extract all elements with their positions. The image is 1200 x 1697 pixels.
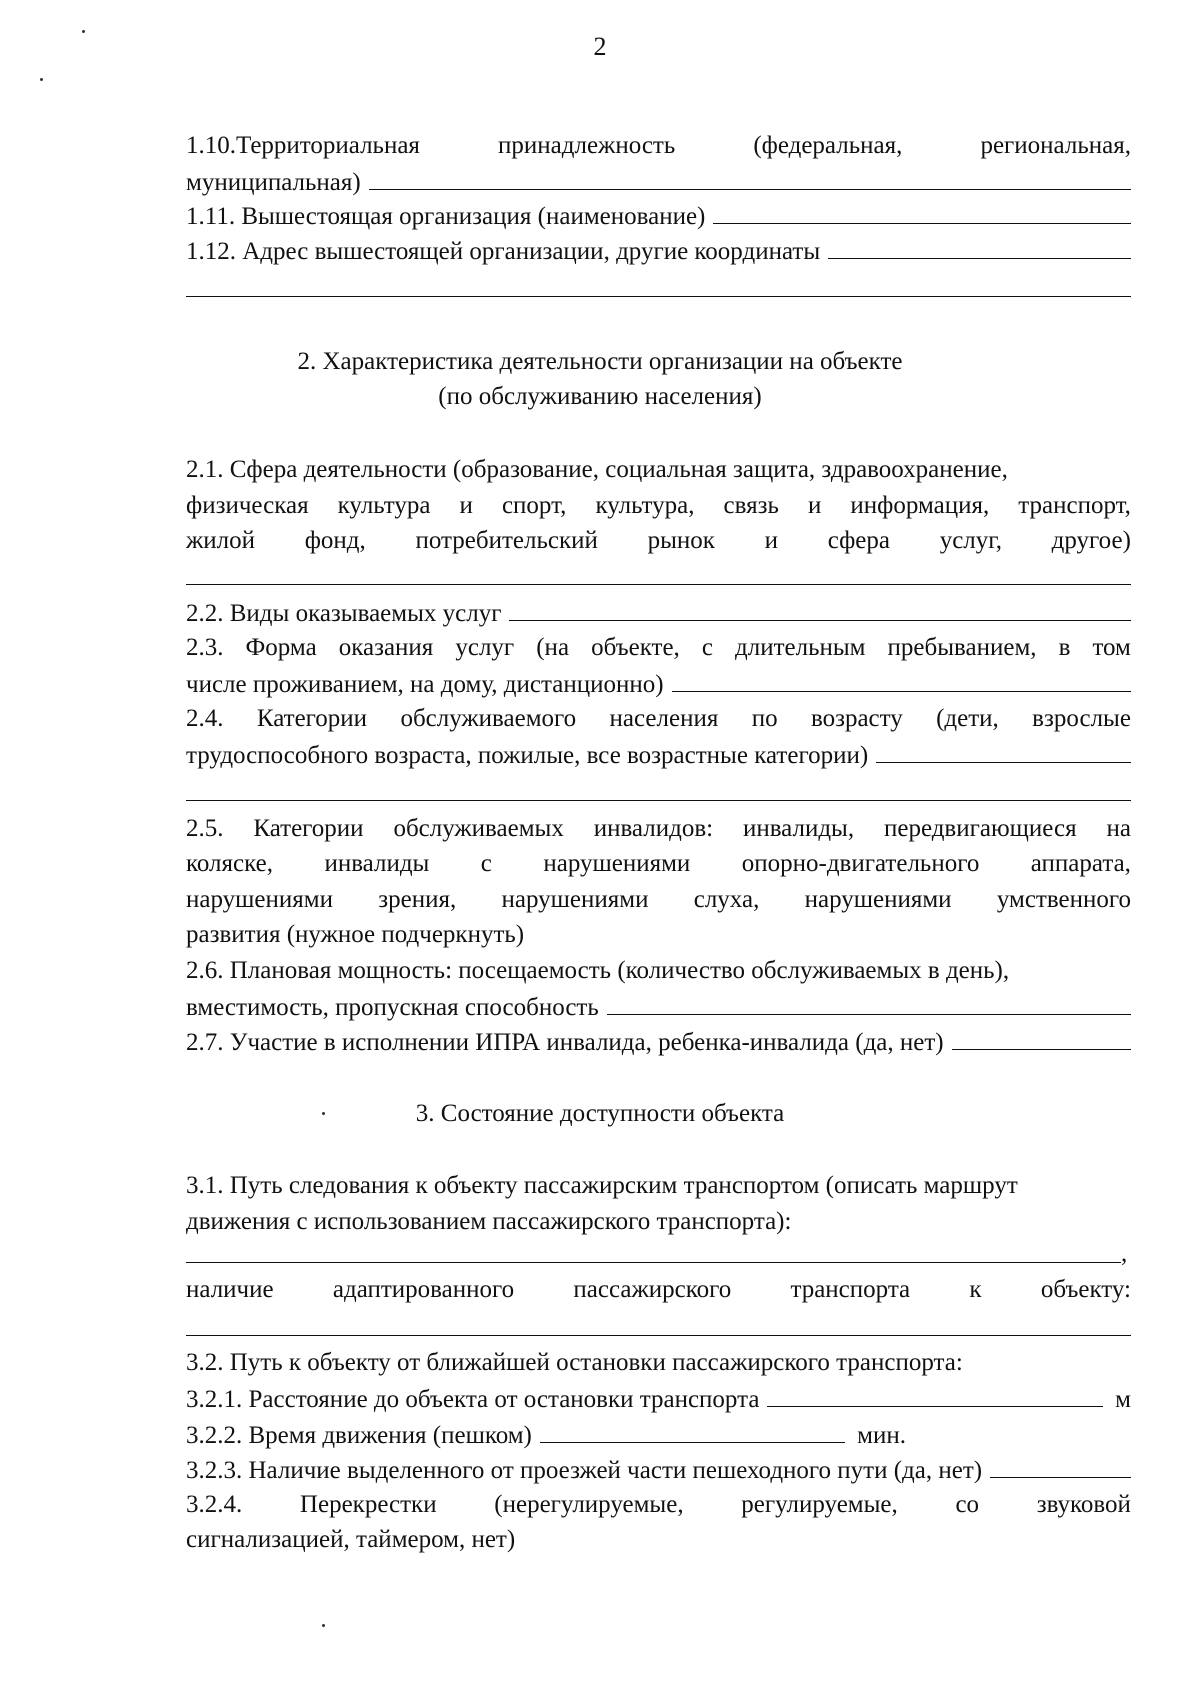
- word: взрослые: [1032, 705, 1131, 732]
- word: сфера: [827, 527, 890, 554]
- item-3-1-line-3: [186, 1272, 1131, 1308]
- word: и: [764, 527, 778, 554]
- word: (на: [536, 634, 570, 661]
- word: адаптированного: [332, 1276, 515, 1303]
- word: (нерегулируемые,: [494, 1491, 684, 1518]
- word: фонд,: [304, 527, 366, 554]
- word: с: [480, 850, 492, 877]
- item-2-2: [186, 594, 1131, 630]
- word: инвалидов:: [593, 815, 714, 842]
- item-1-10-text: муниципальная): [186, 169, 361, 196]
- services-field[interactable]: [509, 594, 1131, 621]
- item-3-2-3-text: 3.2.3. Наличие выделенного от проезжей части пешеходного пути (да, нет): [186, 1457, 983, 1484]
- word: связь: [723, 492, 779, 519]
- word: пребыванием,: [887, 634, 1037, 661]
- word: возрасту: [810, 705, 903, 732]
- word: к: [969, 1276, 982, 1303]
- item-2-4-line-1: [186, 701, 1131, 737]
- route-comma: ,: [1121, 1240, 1128, 1267]
- item-1-10-line-2: [186, 163, 1131, 199]
- word: транспорта: [790, 1276, 911, 1303]
- word: том: [1092, 634, 1131, 661]
- word: потребительский: [415, 527, 598, 554]
- item-3-2-2: [186, 1416, 906, 1452]
- service-form-field[interactable]: [672, 665, 1131, 692]
- adapted-transport-field[interactable]: [186, 1335, 1131, 1336]
- item-2-1-line-3: [186, 523, 1131, 559]
- item-1-11: [186, 197, 1131, 233]
- item-3-2-1: [186, 1380, 1131, 1416]
- word: 3.2.4.: [186, 1491, 243, 1518]
- item-1-12-text: 1.12. Адрес вышестоящей организации, другие координаты: [186, 238, 821, 265]
- word: 2.3.: [186, 634, 224, 661]
- item-1-10-line-1: [186, 128, 1131, 164]
- word: услуг,: [939, 527, 1002, 554]
- item-2-3-text: числе проживанием, на дому, дистанционно): [186, 671, 664, 698]
- item-3-2-2-text: 3.2.2. Время движения (пешком): [186, 1422, 532, 1449]
- word: слуха,: [693, 886, 760, 913]
- word: пассажирского: [573, 1276, 732, 1303]
- word: региональная,: [980, 132, 1131, 159]
- word: жилой: [186, 527, 256, 554]
- word: Форма: [245, 634, 317, 661]
- word: 2.4.: [186, 705, 224, 732]
- item-3-2-1-text: 3.2.1. Расстояние до объекта от остановки транспорта: [186, 1386, 760, 1413]
- word: (дети,: [936, 705, 999, 732]
- word: Категории: [253, 815, 364, 842]
- item-2-2-text: 2.2. Виды оказываемых услуг: [186, 600, 502, 627]
- word: Перекрестки: [299, 1491, 437, 1518]
- item-2-4-text: трудоспособного возраста, пожилые, все возрастные категории): [186, 742, 869, 769]
- word: 2.5.: [186, 815, 224, 842]
- word: инвалиды,: [742, 815, 855, 842]
- item-2-6-line-2: [186, 988, 1131, 1024]
- item-2-1-line-2: [186, 488, 1131, 524]
- item-1-12: [186, 232, 1131, 268]
- word: длительным: [735, 634, 866, 661]
- section-3-title: 3. Состояние доступности объекта: [415, 1100, 785, 1127]
- word: передвигающиеся: [883, 815, 1077, 842]
- word: и: [459, 492, 473, 519]
- pedestrian-path-field[interactable]: [990, 1451, 1131, 1478]
- page-number: 2: [593, 32, 607, 61]
- item-2-5-line-4: развития (нужное подчеркнуть): [186, 921, 525, 948]
- item-1-11-text: 1.11. Вышестоящая организация (наименование): [186, 203, 706, 230]
- distance-unit: м: [1115, 1386, 1131, 1413]
- word: коляске,: [186, 850, 273, 877]
- word: спорт,: [501, 492, 567, 519]
- superior-address-field[interactable]: [828, 232, 1131, 259]
- word: 1.10.Территориальная: [186, 132, 420, 159]
- word: на: [1106, 815, 1131, 842]
- item-2-7-text: 2.7. Участие в исполнении ИПРА инвалида, ребенка-инвалида (да, нет): [186, 1029, 944, 1056]
- walk-time-field[interactable]: [540, 1416, 845, 1443]
- word: другое): [1051, 527, 1131, 554]
- word: информация,: [850, 492, 990, 519]
- item-2-1-line-1: 2.1. Сфера деятельности (образование, социальная защита, здравоохранение,: [186, 456, 1008, 483]
- section-2-title: 2. Характеристика деятельности организации на объекте: [297, 348, 903, 375]
- word: обслуживаемого: [400, 705, 577, 732]
- word: нарушениями: [501, 886, 649, 913]
- item-3-2: 3.2. Путь к объекту от ближайшей остановки пассажирского транспорта:: [186, 1349, 963, 1376]
- item-3-1-line-1: 3.1. Путь следования к объекту пассажирским транспортом (описать маршрут: [186, 1172, 1018, 1199]
- item-3-2-4-line-1: [186, 1487, 1131, 1523]
- word: нарушениями: [804, 886, 952, 913]
- route-field[interactable]: [186, 1262, 1121, 1263]
- word: оказания: [338, 634, 434, 661]
- item-2-5-line-2: [186, 846, 1131, 882]
- word: с: [701, 634, 713, 661]
- age-category-field-line-2[interactable]: [186, 800, 1131, 801]
- word: Категории: [256, 705, 368, 732]
- word: (федеральная,: [753, 132, 903, 159]
- word: со: [955, 1491, 980, 1518]
- word: рынок: [647, 527, 715, 554]
- word: регулируемые,: [741, 1491, 898, 1518]
- activity-sphere-field[interactable]: [186, 584, 1131, 585]
- word: наличие: [186, 1276, 274, 1303]
- superior-org-field[interactable]: [713, 197, 1131, 224]
- word: и: [807, 492, 822, 519]
- item-2-5-line-3: [186, 882, 1131, 918]
- item-3-1-line-2: движения с использованием пассажирского транспорта):: [186, 1208, 792, 1235]
- word: зрения,: [378, 886, 457, 913]
- section-2-subtitle: (по обслуживанию населения): [438, 383, 762, 410]
- word: населения: [609, 705, 719, 732]
- word: культура: [337, 492, 431, 519]
- word: транспорт,: [1018, 492, 1131, 519]
- item-2-3-line-1: [186, 630, 1131, 666]
- item-2-4-line-2: [186, 736, 1131, 772]
- item-2-7: [186, 1023, 1131, 1059]
- item-2-6-line-1: 2.6. Плановая мощность: посещаемость (количество обслуживаемых в день),: [186, 957, 1010, 984]
- word: в: [1058, 634, 1071, 661]
- word: услуг: [455, 634, 515, 661]
- capacity-field[interactable]: [607, 988, 1131, 1015]
- item-2-6-text: вместимость, пропускная способность: [186, 994, 599, 1021]
- word: инвалиды: [324, 850, 430, 877]
- item-3-2-4-line-2: сигнализацией, таймером, нет): [186, 1526, 516, 1553]
- word: звуковой: [1036, 1491, 1131, 1518]
- distance-field[interactable]: [767, 1380, 1103, 1407]
- word: обслуживаемых: [393, 815, 564, 842]
- word: объекте,: [591, 634, 680, 661]
- item-2-5-line-1: [186, 811, 1131, 847]
- word: объекту:: [1040, 1276, 1131, 1303]
- word: по: [751, 705, 778, 732]
- word: нарушениями: [186, 886, 333, 913]
- word: физическая: [186, 492, 309, 519]
- word: нарушениями: [543, 850, 691, 877]
- walk-time-unit: мин.: [857, 1422, 906, 1449]
- word: принадлежность: [498, 132, 676, 159]
- ipra-field[interactable]: [952, 1023, 1131, 1050]
- word: умственного: [996, 886, 1131, 913]
- word: культура,: [595, 492, 695, 519]
- word: аппарата,: [1030, 850, 1131, 877]
- age-category-field[interactable]: [876, 736, 1131, 763]
- territorial-field[interactable]: [369, 163, 1131, 190]
- superior-address-field-line-2[interactable]: [186, 296, 1131, 297]
- item-3-2-3: [186, 1451, 1131, 1487]
- word: опорно-двигательного: [741, 850, 980, 877]
- item-2-3-line-2: [186, 665, 1131, 701]
